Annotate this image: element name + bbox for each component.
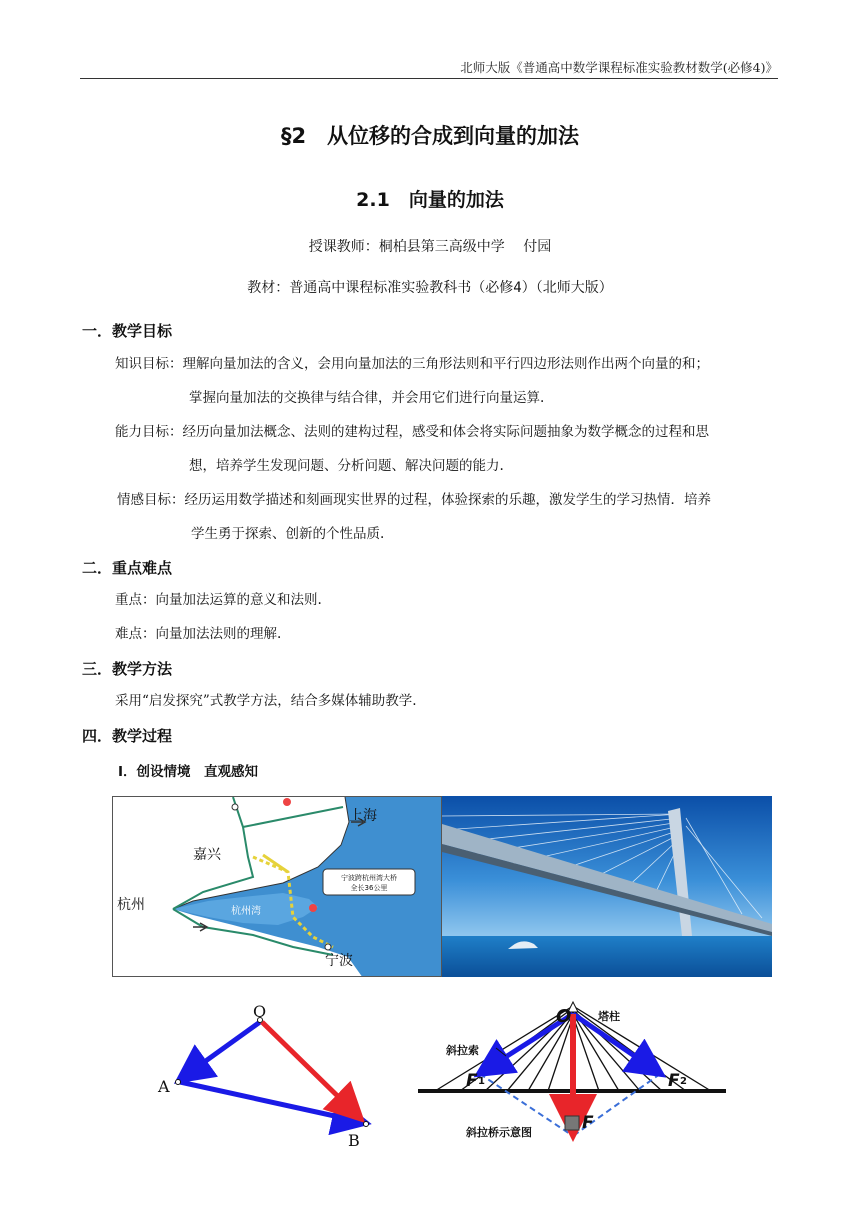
section-heading-process: 四．教学过程 bbox=[82, 727, 173, 745]
method-text: 采用“启发探究”式教学方法，结合多媒体辅助教学. bbox=[115, 693, 417, 709]
ability-objective-line1: 能力目标：经历向量加法概念、法则的建构过程，感受和体会将实际问题抽象为数学概念的过程和思 bbox=[115, 424, 709, 440]
knowledge-objective-line2: 掌握向量加法的交换律与结合律，并会用它们进行向量运算. bbox=[189, 390, 545, 406]
emotion-objective-line1: 情感目标：经历运用数学描述和刻画现实世界的过程，体验探索的乐趣，激发学生的学习热情．培养 bbox=[117, 492, 711, 508]
teacher-line: 授课教师：桐柏县第三高级中学 付园 bbox=[308, 239, 552, 255]
bridge-label-tower: 塔柱 bbox=[598, 1010, 620, 1023]
vector-AB bbox=[180, 1082, 362, 1122]
textbook-line: 教材：普通高中课程标准实验教科书（必修4）（北师大版） bbox=[247, 280, 613, 296]
difficulty-point: 难点：向量加法法则的理解. bbox=[115, 626, 282, 642]
bridge-label-O: O bbox=[556, 1006, 572, 1027]
map-callout-line1: 宁波跨杭州湾大桥 bbox=[341, 874, 397, 882]
map-label-shanghai: 上海 bbox=[349, 808, 377, 824]
label-F2-subscript: 2 bbox=[680, 1076, 687, 1087]
vector-OA bbox=[182, 1022, 260, 1078]
page-subtitle: 2.1 向量的加法 bbox=[356, 189, 504, 211]
label-F2: F bbox=[668, 1071, 680, 1091]
bridge-caption: 斜拉桥示意图 bbox=[466, 1126, 532, 1139]
emotion-objective-line2: 学生勇于探索、创新的个性品质. bbox=[191, 526, 385, 542]
point-label-O: O bbox=[253, 1002, 267, 1021]
hangzhou-bay-map bbox=[112, 796, 442, 977]
map-label-ningbo: 宁波 bbox=[325, 953, 353, 969]
map-label-hangzhouwan: 杭州湾 bbox=[231, 906, 261, 917]
ability-objective-line2: 想，培养学生发现问题、分析问题、解决问题的能力. bbox=[189, 458, 504, 474]
label-F1: F bbox=[466, 1071, 478, 1091]
section-heading-objectives: 一．教学目标 bbox=[82, 322, 173, 340]
header-rule bbox=[80, 78, 778, 79]
page-title: §2 从位移的合成到向量的加法 bbox=[280, 124, 580, 148]
point-label-B: B bbox=[348, 1131, 360, 1150]
point-label-A: A bbox=[158, 1077, 170, 1096]
bridge-label-cable: 斜拉索 bbox=[446, 1044, 479, 1057]
label-F1-subscript: 1 bbox=[478, 1076, 485, 1087]
cable-bridge-diagram bbox=[410, 996, 740, 1146]
map-callout-line2: 全长36公里 bbox=[350, 884, 388, 892]
map-label-jiaxing: 嘉兴 bbox=[193, 847, 221, 863]
section-heading-method: 三．教学方法 bbox=[82, 660, 173, 678]
knowledge-objective-line1: 知识目标：理解向量加法的含义，会用向量加法的三角形法则和平行四边形法则作出两个向量的和； bbox=[115, 356, 709, 372]
subsection-heading: Ⅰ．创设情境 直观感知 bbox=[118, 764, 259, 780]
key-point: 重点：向量加法运算的意义和法则. bbox=[115, 592, 322, 608]
running-header: 北师大版《普通高中数学课程标准实验教材数学(必修4)》 bbox=[460, 60, 778, 75]
bridge-photo bbox=[442, 796, 772, 977]
vector-triangle-diagram bbox=[150, 1000, 380, 1150]
map-label-hangzhou: 杭州 bbox=[117, 897, 145, 913]
label-F: F bbox=[582, 1113, 594, 1133]
section-heading-keypoints: 二．重点难点 bbox=[82, 559, 173, 577]
